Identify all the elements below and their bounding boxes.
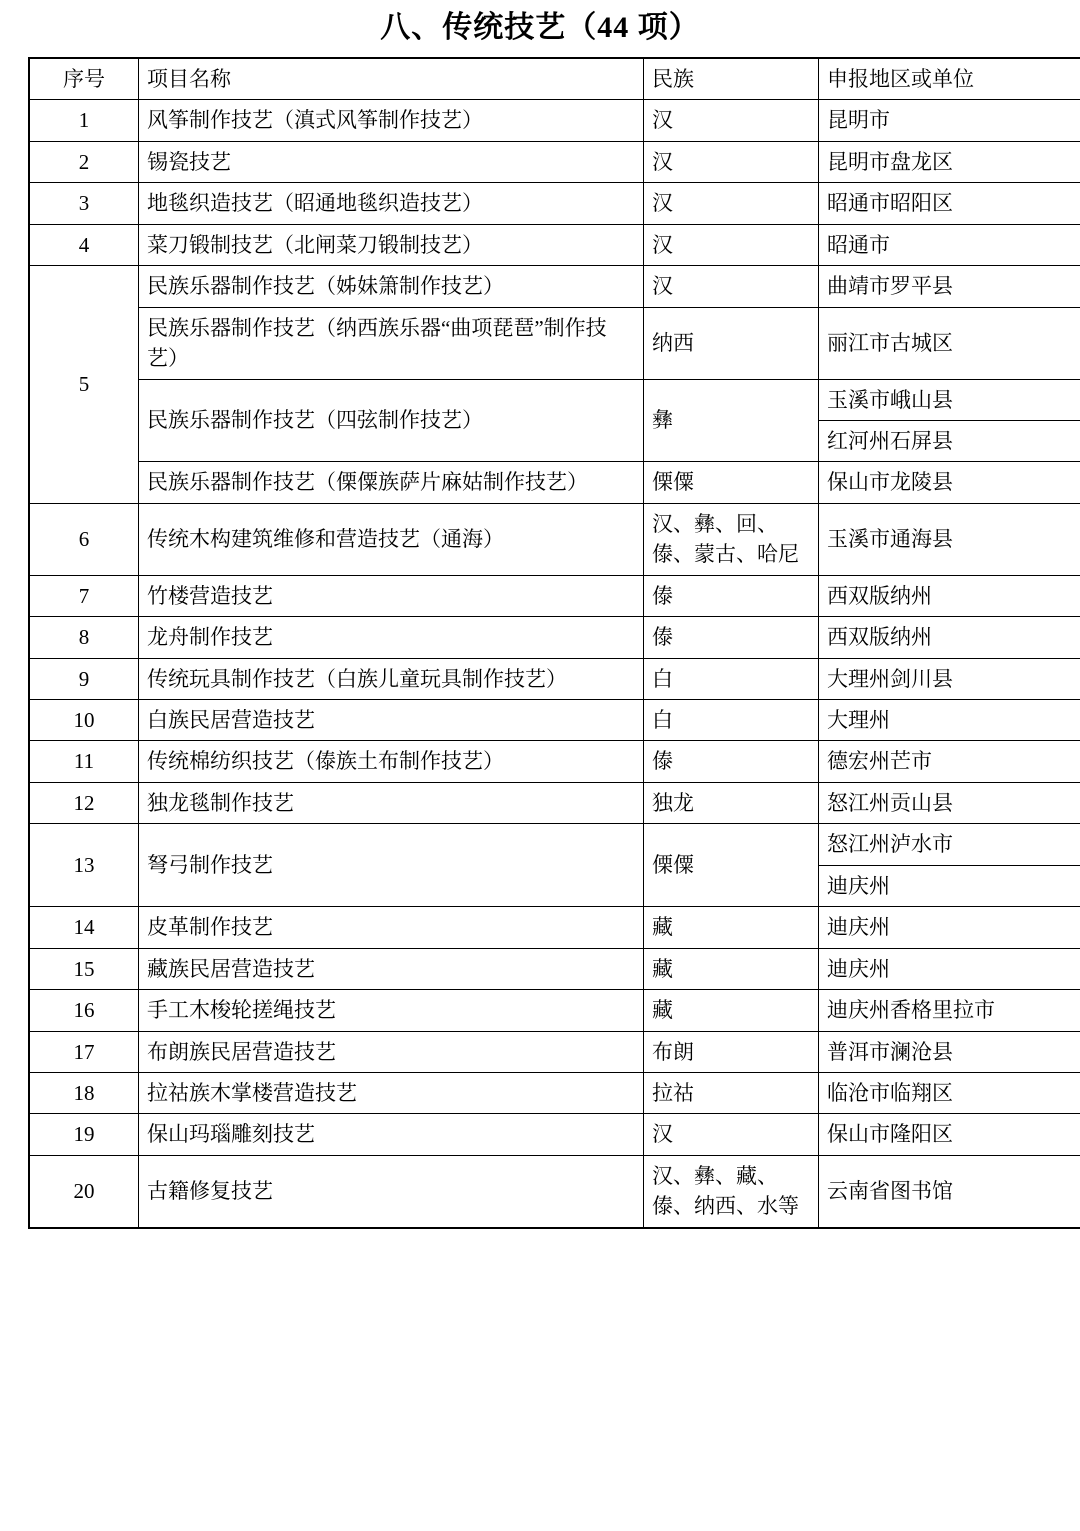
cell-ethnicity: 纳西	[644, 307, 819, 379]
cell-no: 9	[29, 658, 139, 699]
table-row	[29, 266, 1080, 307]
cell-no: 14	[29, 907, 139, 948]
page-title: 八、传统技艺（44 项）	[380, 11, 700, 44]
cell-name: 民族乐器制作技艺（四弦制作技艺）	[139, 379, 644, 462]
cell-no: 10	[29, 700, 139, 741]
cell-name: 传统木构建筑维修和营造技艺（通海）	[139, 503, 644, 575]
cell-name: 藏族民居营造技艺	[139, 948, 644, 989]
cell-name: 拉祜族木掌楼营造技艺	[139, 1072, 644, 1113]
cell-ethnicity: 汉	[644, 224, 819, 265]
cell-no: 11	[29, 741, 139, 782]
cell-name: 民族乐器制作技艺（纳西族乐器“曲项琵琶”制作技艺）	[139, 307, 644, 379]
cell-ethnicity: 汉	[644, 266, 819, 307]
cell-name: 民族乐器制作技艺（姊妹箫制作技艺）	[139, 266, 644, 307]
cell-region: 昭通市昭阳区	[819, 183, 1080, 224]
cell-region: 红河州石屏县	[819, 420, 1080, 461]
cell-ethnicity: 傣	[644, 741, 819, 782]
cell-no: 13	[29, 824, 139, 907]
cell-no: 3	[29, 183, 139, 224]
cell-no: 12	[29, 782, 139, 823]
column-header-ethnicity: 民族	[644, 58, 819, 100]
cell-region: 玉溪市通海县	[819, 503, 1080, 575]
cell-region: 迪庆州	[819, 907, 1080, 948]
cell-region: 西双版纳州	[819, 617, 1080, 658]
cell-ethnicity: 汉、彝、回、傣、蒙古、哈尼	[644, 503, 819, 575]
cell-name: 地毯织造技艺（昭通地毯织造技艺）	[139, 183, 644, 224]
cell-region: 迪庆州	[819, 948, 1080, 989]
cell-no: 19	[29, 1114, 139, 1155]
table-row	[29, 907, 1080, 948]
cell-name: 锡瓷技艺	[139, 141, 644, 182]
cell-no: 5	[29, 266, 139, 504]
cell-region: 昆明市盘龙区	[819, 141, 1080, 182]
table-row	[29, 141, 1080, 182]
cell-region: 迪庆州香格里拉市	[819, 990, 1080, 1031]
cell-name: 独龙毯制作技艺	[139, 782, 644, 823]
cell-region: 德宏州芒市	[819, 741, 1080, 782]
table-row	[29, 700, 1080, 741]
table-row	[29, 782, 1080, 823]
cell-ethnicity: 汉	[644, 141, 819, 182]
cell-no: 7	[29, 575, 139, 616]
cell-name: 古籍修复技艺	[139, 1155, 644, 1227]
cell-name: 风筝制作技艺（滇式风筝制作技艺）	[139, 100, 644, 141]
cell-region: 迪庆州	[819, 865, 1080, 906]
table-row	[29, 462, 1080, 503]
cell-no: 17	[29, 1031, 139, 1072]
heritage-items-table	[28, 57, 1080, 1229]
table-row	[29, 379, 1080, 420]
cell-region: 昆明市	[819, 100, 1080, 141]
table-row	[29, 824, 1080, 865]
cell-name: 弩弓制作技艺	[139, 824, 644, 907]
table-row	[29, 617, 1080, 658]
cell-ethnicity: 傈僳	[644, 462, 819, 503]
cell-no: 18	[29, 1072, 139, 1113]
cell-region: 丽江市古城区	[819, 307, 1080, 379]
table-row	[29, 741, 1080, 782]
cell-no: 1	[29, 100, 139, 141]
cell-ethnicity: 汉、彝、藏、傣、纳西、水等	[644, 1155, 819, 1227]
cell-ethnicity: 傣	[644, 575, 819, 616]
table-row	[29, 575, 1080, 616]
table-row	[29, 1155, 1080, 1227]
cell-region: 西双版纳州	[819, 575, 1080, 616]
table-header-row	[29, 58, 1080, 100]
cell-ethnicity: 汉	[644, 183, 819, 224]
cell-region: 保山市龙陵县	[819, 462, 1080, 503]
table-header	[29, 58, 1080, 100]
cell-ethnicity: 藏	[644, 948, 819, 989]
table-row	[29, 503, 1080, 575]
cell-ethnicity: 白	[644, 658, 819, 699]
table-row	[29, 990, 1080, 1031]
cell-no: 2	[29, 141, 139, 182]
cell-ethnicity: 汉	[644, 100, 819, 141]
cell-no: 4	[29, 224, 139, 265]
column-header-name: 项目名称	[139, 58, 644, 100]
cell-name: 传统玩具制作技艺（白族儿童玩具制作技艺）	[139, 658, 644, 699]
column-header-region: 申报地区或单位	[819, 58, 1080, 100]
column-header-no: 序号	[29, 58, 139, 100]
cell-no: 16	[29, 990, 139, 1031]
cell-name: 白族民居营造技艺	[139, 700, 644, 741]
cell-region: 临沧市临翔区	[819, 1072, 1080, 1113]
cell-ethnicity: 傣	[644, 617, 819, 658]
cell-region: 云南省图书馆	[819, 1155, 1080, 1227]
cell-name: 民族乐器制作技艺（傈僳族萨片麻姑制作技艺）	[139, 462, 644, 503]
cell-no: 8	[29, 617, 139, 658]
table-row	[29, 1114, 1080, 1155]
cell-ethnicity: 藏	[644, 990, 819, 1031]
cell-ethnicity: 独龙	[644, 782, 819, 823]
cell-no: 15	[29, 948, 139, 989]
table-row	[29, 658, 1080, 699]
table-row	[29, 224, 1080, 265]
cell-ethnicity: 布朗	[644, 1031, 819, 1072]
cell-region: 怒江州泸水市	[819, 824, 1080, 865]
table-body	[29, 100, 1080, 1228]
table-row	[29, 1031, 1080, 1072]
cell-region: 曲靖市罗平县	[819, 266, 1080, 307]
cell-name: 菜刀锻制技艺（北闸菜刀锻制技艺）	[139, 224, 644, 265]
cell-ethnicity: 拉祜	[644, 1072, 819, 1113]
cell-region: 玉溪市峨山县	[819, 379, 1080, 420]
table-row	[29, 307, 1080, 379]
table-row	[29, 1072, 1080, 1113]
cell-ethnicity: 汉	[644, 1114, 819, 1155]
cell-name: 皮革制作技艺	[139, 907, 644, 948]
cell-name: 传统棉纺织技艺（傣族土布制作技艺）	[139, 741, 644, 782]
cell-name: 手工木梭轮搓绳技艺	[139, 990, 644, 1031]
cell-ethnicity: 白	[644, 700, 819, 741]
cell-name: 保山玛瑙雕刻技艺	[139, 1114, 644, 1155]
cell-name: 竹楼营造技艺	[139, 575, 644, 616]
cell-no: 20	[29, 1155, 139, 1227]
cell-name: 龙舟制作技艺	[139, 617, 644, 658]
cell-ethnicity: 彝	[644, 379, 819, 462]
cell-region: 大理州	[819, 700, 1080, 741]
cell-region: 昭通市	[819, 224, 1080, 265]
cell-name: 布朗族民居营造技艺	[139, 1031, 644, 1072]
cell-ethnicity: 傈僳	[644, 824, 819, 907]
cell-no: 6	[29, 503, 139, 575]
table-row	[29, 183, 1080, 224]
cell-region: 大理州剑川县	[819, 658, 1080, 699]
cell-region: 保山市隆阳区	[819, 1114, 1080, 1155]
cell-ethnicity: 藏	[644, 907, 819, 948]
cell-region: 怒江州贡山县	[819, 782, 1080, 823]
cell-region: 普洱市澜沧县	[819, 1031, 1080, 1072]
table-row	[29, 948, 1080, 989]
table-row	[29, 100, 1080, 141]
